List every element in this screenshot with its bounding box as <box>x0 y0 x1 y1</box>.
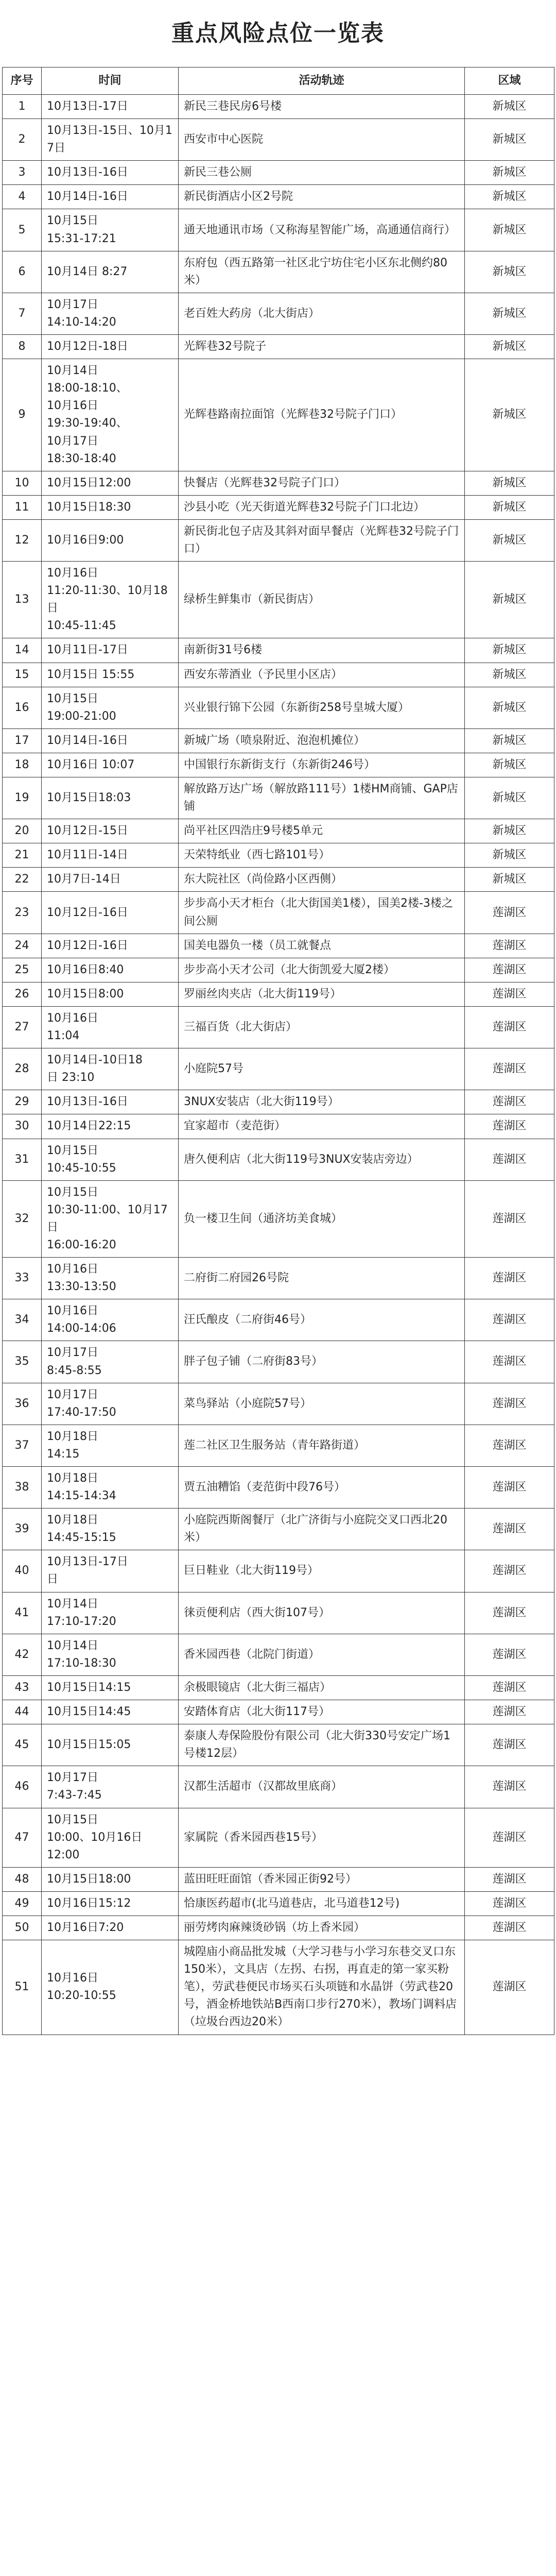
row-time: 10月15日18:00 <box>42 1867 179 1891</box>
row-serial: 23 <box>3 892 42 934</box>
row-serial: 10 <box>3 471 42 495</box>
row-serial: 33 <box>3 1258 42 1299</box>
table-row <box>3 519 554 561</box>
row-time: 10月13日-16日 <box>42 161 179 185</box>
row-serial: 34 <box>3 1299 42 1341</box>
row-time: 10月16日 11:04 <box>42 1006 179 1048</box>
table-row <box>3 1891 554 1916</box>
row-serial: 43 <box>3 1675 42 1700</box>
row-serial: 51 <box>3 1940 42 2035</box>
row-area: 莲湖区 <box>465 1700 554 1724</box>
row-time: 10月16日9:00 <box>42 519 179 561</box>
row-area: 莲湖区 <box>465 1299 554 1341</box>
row-track: 新民街酒店小区2号院 <box>179 185 465 209</box>
row-area: 新城区 <box>465 119 554 161</box>
table-row <box>3 1940 554 2035</box>
row-time: 10月12日-15日 <box>42 819 179 843</box>
row-track: 余极眼镜店（北大街三福店） <box>179 1675 465 1700</box>
row-serial: 50 <box>3 1916 42 1940</box>
table-row <box>3 185 554 209</box>
row-serial: 30 <box>3 1114 42 1139</box>
row-time: 10月16日 14:00-14:06 <box>42 1299 179 1341</box>
table-row <box>3 1867 554 1891</box>
row-track: 汪氏酿皮（二府街46号） <box>179 1299 465 1341</box>
row-serial: 1 <box>3 95 42 119</box>
row-serial: 15 <box>3 663 42 687</box>
row-area: 新城区 <box>465 335 554 359</box>
table-row <box>3 728 554 753</box>
row-area: 莲湖区 <box>465 1724 554 1766</box>
row-area: 新城区 <box>465 161 554 185</box>
row-area: 新城区 <box>465 95 554 119</box>
row-serial: 2 <box>3 119 42 161</box>
row-time: 10月15日12:00 <box>42 471 179 495</box>
row-area: 莲湖区 <box>465 1808 554 1867</box>
row-time: 10月14日 18:00-18:10、 10月16日 19:30-19:40、 10月17日 18:30-18:40 <box>42 359 179 471</box>
row-area: 莲湖区 <box>465 982 554 1006</box>
table-row <box>3 1467 554 1509</box>
row-time: 10月15日15:05 <box>42 1724 179 1766</box>
header-time: 时间 <box>42 67 179 95</box>
row-area: 莲湖区 <box>465 958 554 982</box>
row-serial: 25 <box>3 958 42 982</box>
row-time: 10月14日 17:10-18:30 <box>42 1634 179 1675</box>
row-track: 香米园西巷（北院门街道） <box>179 1634 465 1675</box>
row-area: 莲湖区 <box>465 1258 554 1299</box>
row-track: 天荣特纸业（西七路101号） <box>179 843 465 868</box>
table-row <box>3 119 554 161</box>
row-serial: 21 <box>3 843 42 868</box>
row-track: 丽劳烤肉麻辣烫砂锅（坊上香米园） <box>179 1916 465 1940</box>
row-track: 光辉巷32号院子 <box>179 335 465 359</box>
row-area: 莲湖区 <box>465 1634 554 1675</box>
row-track: 唐久便利店（北大街119号3NUX安装店旁边） <box>179 1139 465 1180</box>
header-area: 区域 <box>465 67 554 95</box>
row-serial: 40 <box>3 1550 42 1592</box>
row-serial: 49 <box>3 1891 42 1916</box>
row-time: 10月13日-15日、10月17日 <box>42 119 179 161</box>
row-track: 国美电器负一楼（员工就餐点 <box>179 934 465 958</box>
table-row <box>3 1006 554 1048</box>
row-area: 新城区 <box>465 638 554 663</box>
table-row <box>3 1550 554 1592</box>
row-serial: 47 <box>3 1808 42 1867</box>
table-row <box>3 1114 554 1139</box>
row-serial: 48 <box>3 1867 42 1891</box>
row-serial: 16 <box>3 687 42 728</box>
row-track: 恰康医药超市(北马道巷店，北马道巷12号) <box>179 1891 465 1916</box>
row-serial: 38 <box>3 1467 42 1509</box>
row-area: 莲湖区 <box>465 1006 554 1048</box>
row-serial: 42 <box>3 1634 42 1675</box>
row-area: 新城区 <box>465 777 554 819</box>
row-time: 10月15日 10:00、10月16日 12:00 <box>42 1808 179 1867</box>
row-track: 沙县小吃（光天街道光辉巷32号院子门口北边） <box>179 495 465 519</box>
row-area: 莲湖区 <box>465 1940 554 2035</box>
row-track: 光辉巷路南拉面馆（光辉巷32号院子门口） <box>179 359 465 471</box>
table-row <box>3 1766 554 1808</box>
table-row <box>3 335 554 359</box>
table-row <box>3 1180 554 1257</box>
row-track: 步步高小天才柜台（北大街国美1楼），国美2楼-3楼之间公厕 <box>179 892 465 934</box>
row-time: 10月18日 14:15 <box>42 1425 179 1466</box>
row-area: 新城区 <box>465 562 554 638</box>
row-area: 莲湖区 <box>465 1509 554 1550</box>
row-time: 10月15日18:30 <box>42 495 179 519</box>
table-row <box>3 1341 554 1383</box>
row-track: 菜鸟驿站（小庭院57号） <box>179 1383 465 1425</box>
row-serial: 26 <box>3 982 42 1006</box>
row-time: 10月12日-18日 <box>42 335 179 359</box>
row-area: 新城区 <box>465 663 554 687</box>
row-area: 新城区 <box>465 868 554 892</box>
table-row <box>3 1724 554 1766</box>
row-track: 汉都生活超市（汉都故里底商） <box>179 1766 465 1808</box>
row-time: 10月15日8:00 <box>42 982 179 1006</box>
row-time: 10月17日 14:10-14:20 <box>42 293 179 334</box>
row-serial: 31 <box>3 1139 42 1180</box>
row-time: 10月16日 13:30-13:50 <box>42 1258 179 1299</box>
row-time: 10月15日14:45 <box>42 1700 179 1724</box>
row-track: 西安东蒂酒业（予民里小区店） <box>179 663 465 687</box>
page-title: 重点风险点位一览表 <box>171 20 385 46</box>
row-time: 10月17日 8:45-8:55 <box>42 1341 179 1383</box>
row-track: 兴业银行锦下公园（东新街258号皇城大厦） <box>179 687 465 728</box>
row-serial: 22 <box>3 868 42 892</box>
table-row <box>3 359 554 471</box>
table-row <box>3 251 554 293</box>
row-time: 10月13日-17日 日 <box>42 1550 179 1592</box>
row-area: 莲湖区 <box>465 1341 554 1383</box>
table-row <box>3 161 554 185</box>
row-area: 新城区 <box>465 687 554 728</box>
row-track: 负一楼卫生间（通济坊美食城） <box>179 1180 465 1257</box>
row-track: 安踏体育店（北大街117号） <box>179 1700 465 1724</box>
row-time: 10月17日 17:40-17:50 <box>42 1383 179 1425</box>
row-serial: 6 <box>3 251 42 293</box>
row-time: 10月18日 14:45-15:15 <box>42 1509 179 1550</box>
table-row <box>3 1048 554 1090</box>
table-row <box>3 934 554 958</box>
row-time: 10月13日-16日 <box>42 1090 179 1114</box>
row-area: 莲湖区 <box>465 1675 554 1700</box>
row-track: 东府包（西五路第一社区北宁坊住宅小区东北侧约80米） <box>179 251 465 293</box>
table-row <box>3 1139 554 1180</box>
row-time: 10月15日 15:31-17:21 <box>42 209 179 251</box>
table-row <box>3 663 554 687</box>
row-area: 莲湖区 <box>465 892 554 934</box>
row-serial: 32 <box>3 1180 42 1257</box>
row-serial: 45 <box>3 1724 42 1766</box>
table-row <box>3 777 554 819</box>
row-area: 莲湖区 <box>465 1916 554 1940</box>
row-serial: 27 <box>3 1006 42 1048</box>
row-serial: 18 <box>3 753 42 777</box>
row-time: 10月11日-14日 <box>42 843 179 868</box>
row-time: 10月16日8:40 <box>42 958 179 982</box>
row-area: 新城区 <box>465 728 554 753</box>
row-area: 莲湖区 <box>465 1090 554 1114</box>
table-row <box>3 892 554 934</box>
row-track: 城隍庙小商品批发城（大学习巷与小学习东巷交叉口东150米），文具店（左拐、右拐，再直走的第一家买粉笔），劳武巷便民市场买石头项链和水晶饼（劳武巷20号，酒金桥地铁站B西南口步行270米），教场门调料店（垃圾台西边20米） <box>179 1940 465 2035</box>
row-area: 新城区 <box>465 185 554 209</box>
row-serial: 14 <box>3 638 42 663</box>
row-time: 10月16日 11:20-11:30、10月18日 10:45-11:45 <box>42 562 179 638</box>
row-serial: 4 <box>3 185 42 209</box>
row-time: 10月16日 10:07 <box>42 753 179 777</box>
row-area: 新城区 <box>465 359 554 471</box>
row-time: 10月17日 7:43-7:45 <box>42 1766 179 1808</box>
row-track: 蓝田旺旺面馆（香米园正街92号） <box>179 1867 465 1891</box>
row-time: 10月7日-14日 <box>42 868 179 892</box>
row-area: 新城区 <box>465 293 554 334</box>
row-area: 莲湖区 <box>465 1550 554 1592</box>
table-row <box>3 1634 554 1675</box>
row-time: 10月18日 14:15-14:34 <box>42 1467 179 1509</box>
table-row <box>3 753 554 777</box>
row-serial: 17 <box>3 728 42 753</box>
row-area: 莲湖区 <box>465 1383 554 1425</box>
row-area: 莲湖区 <box>465 1467 554 1509</box>
table-row <box>3 982 554 1006</box>
row-time: 10月15日 15:55 <box>42 663 179 687</box>
row-area: 莲湖区 <box>465 1048 554 1090</box>
row-track: 绿桥生鲜集市（新民街店） <box>179 562 465 638</box>
row-serial: 12 <box>3 519 42 561</box>
row-track: 二府街二府园26号院 <box>179 1258 465 1299</box>
row-area: 莲湖区 <box>465 1867 554 1891</box>
table-row <box>3 1299 554 1341</box>
row-serial: 41 <box>3 1592 42 1634</box>
row-time: 10月11日-17日 <box>42 638 179 663</box>
row-track: 家属院（香米园西巷15号） <box>179 1808 465 1867</box>
row-track: 巨日鞋业（北大街119号） <box>179 1550 465 1592</box>
row-serial: 29 <box>3 1090 42 1114</box>
table-row <box>3 1383 554 1425</box>
row-serial: 24 <box>3 934 42 958</box>
row-track: 西安市中心医院 <box>179 119 465 161</box>
row-area: 莲湖区 <box>465 1180 554 1257</box>
row-track: 小庭院西斯阁餐厅（北广济街与小庭院交叉口西北20米） <box>179 1509 465 1550</box>
row-serial: 19 <box>3 777 42 819</box>
row-track: 老百姓大药房（北大街店） <box>179 293 465 334</box>
row-area: 莲湖区 <box>465 1592 554 1634</box>
row-area: 新城区 <box>465 251 554 293</box>
table-row <box>3 293 554 334</box>
row-time: 10月14日22:15 <box>42 1114 179 1139</box>
row-track: 尚平社区四浩庄9号楼5单元 <box>179 819 465 843</box>
row-area: 新城区 <box>465 843 554 868</box>
table-row <box>3 1675 554 1700</box>
row-track: 小庭院57号 <box>179 1048 465 1090</box>
table-body <box>3 95 554 2035</box>
header-serial: 序号 <box>3 67 42 95</box>
row-track: 解放路万达广场（解放路111号）1楼HM商铺、GAP店铺 <box>179 777 465 819</box>
row-track: 泰康人寿保险股份有限公司（北大街330号安定广场1号楼12层） <box>179 1724 465 1766</box>
row-serial: 28 <box>3 1048 42 1090</box>
table-row <box>3 209 554 251</box>
row-serial: 46 <box>3 1766 42 1808</box>
row-serial: 3 <box>3 161 42 185</box>
row-area: 莲湖区 <box>465 1891 554 1916</box>
row-track: 步步高小天才公司（北大街凯爱大厦2楼） <box>179 958 465 982</box>
row-serial: 7 <box>3 293 42 334</box>
row-time: 10月15日 19:00-21:00 <box>42 687 179 728</box>
row-time: 10月14日 17:10-17:20 <box>42 1592 179 1634</box>
row-area: 莲湖区 <box>465 1114 554 1139</box>
row-serial: 9 <box>3 359 42 471</box>
row-time: 10月15日18:03 <box>42 777 179 819</box>
table-row <box>3 958 554 982</box>
row-time: 10月16日 10:20-10:55 <box>42 1940 179 2035</box>
header-track: 活动轨迹 <box>179 67 465 95</box>
row-time: 10月14日-16日 <box>42 728 179 753</box>
row-track: 3NUX安装店（北大街119号） <box>179 1090 465 1114</box>
table-row <box>3 1808 554 1867</box>
row-serial: 11 <box>3 495 42 519</box>
row-track: 胖子包子铺（二府街83号） <box>179 1341 465 1383</box>
row-area: 新城区 <box>465 471 554 495</box>
row-area: 新城区 <box>465 519 554 561</box>
table-row <box>3 1090 554 1114</box>
row-area: 莲湖区 <box>465 1766 554 1808</box>
row-track: 贾五油糟馅（麦范街中段76号） <box>179 1467 465 1509</box>
row-track: 宜家超市（麦范街） <box>179 1114 465 1139</box>
row-area: 新城区 <box>465 819 554 843</box>
row-serial: 20 <box>3 819 42 843</box>
row-time: 10月12日-16日 <box>42 892 179 934</box>
table-row <box>3 1916 554 1940</box>
row-track: 快餐店（光辉巷32号院子门口） <box>179 471 465 495</box>
row-serial: 5 <box>3 209 42 251</box>
row-area: 新城区 <box>465 209 554 251</box>
row-area: 新城区 <box>465 753 554 777</box>
row-serial: 37 <box>3 1425 42 1466</box>
row-track: 新民三巷公厕 <box>179 161 465 185</box>
row-time: 10月16日7:20 <box>42 1916 179 1940</box>
row-track: 三福百货（北大街店） <box>179 1006 465 1048</box>
row-serial: 8 <box>3 335 42 359</box>
row-area: 莲湖区 <box>465 934 554 958</box>
table-row <box>3 95 554 119</box>
row-time: 10月15日14:15 <box>42 1675 179 1700</box>
table-row <box>3 843 554 868</box>
row-time: 10月14日-16日 <box>42 185 179 209</box>
table-row <box>3 687 554 728</box>
table-row <box>3 562 554 638</box>
row-track: 新城广场（喷泉附近、泡泡机摊位） <box>179 728 465 753</box>
row-area: 莲湖区 <box>465 1425 554 1466</box>
table-row <box>3 868 554 892</box>
row-time: 10月12日-16日 <box>42 934 179 958</box>
row-serial: 13 <box>3 562 42 638</box>
table-row <box>3 1258 554 1299</box>
row-serial: 44 <box>3 1700 42 1724</box>
table-row <box>3 471 554 495</box>
row-time: 10月14日 8:27 <box>42 251 179 293</box>
row-track: 通天地通讯市场（又称海星智能广场，高通通信商行） <box>179 209 465 251</box>
risk-points-table <box>2 67 554 2035</box>
row-area: 莲湖区 <box>465 1139 554 1180</box>
row-area: 新城区 <box>465 495 554 519</box>
row-serial: 39 <box>3 1509 42 1550</box>
row-time: 10月14日-10日18 日 23:10 <box>42 1048 179 1090</box>
row-track: 东大院社区（尚俭路小区西侧） <box>179 868 465 892</box>
row-serial: 35 <box>3 1341 42 1383</box>
table-row <box>3 1509 554 1550</box>
table-row <box>3 495 554 519</box>
row-serial: 36 <box>3 1383 42 1425</box>
row-track: 中国银行东新街支行（东新街246号） <box>179 753 465 777</box>
table-row <box>3 638 554 663</box>
row-track: 新民街北包子店及其斜对面早餐店（光辉巷32号院子门口） <box>179 519 465 561</box>
row-track: 南新街31号6楼 <box>179 638 465 663</box>
row-time: 10月13日-17日 <box>42 95 179 119</box>
table-header-row <box>3 67 554 95</box>
table-row <box>3 1592 554 1634</box>
table-row <box>3 1425 554 1466</box>
table-row <box>3 819 554 843</box>
table-row <box>3 1700 554 1724</box>
row-track: 莲二社区卫生服务站（青年路街道） <box>179 1425 465 1466</box>
row-track: 徕贡便利店（西大街107号） <box>179 1592 465 1634</box>
row-time: 10月16日15:12 <box>42 1891 179 1916</box>
row-time: 10月15日 10:45-10:55 <box>42 1139 179 1180</box>
row-time: 10月15日 10:30-11:00、10月17日 16:00-16:20 <box>42 1180 179 1257</box>
row-track: 新民三巷民房6号楼 <box>179 95 465 119</box>
row-track: 罗丽丝肉夹店（北大街119号） <box>179 982 465 1006</box>
